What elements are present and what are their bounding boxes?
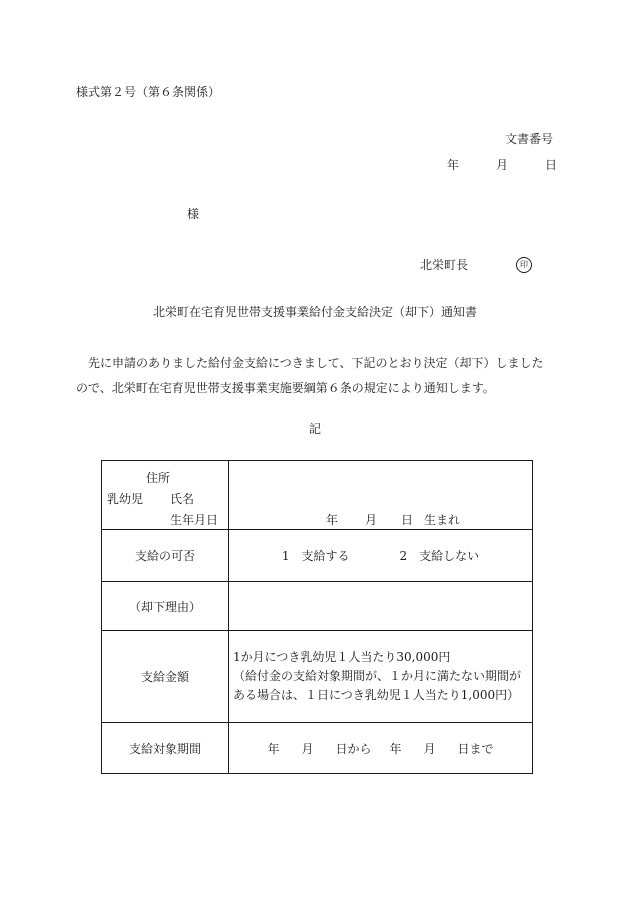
period-value xyxy=(229,723,533,774)
birth-year: 年 xyxy=(326,513,339,527)
document-title: 北栄町在宅育児世帯支援事業給付金支給決定（却下）通知書 xyxy=(152,305,477,319)
infant-label-cell xyxy=(102,461,229,530)
date-year: 年 xyxy=(447,158,460,172)
rejection-reason-label: （却下理由） xyxy=(102,582,229,631)
amount-line-1: 1か月につき乳幼児１人当たり30,000円 xyxy=(233,650,451,664)
approval-option-deny: 2 支給しない xyxy=(399,549,480,563)
infant-value-cell xyxy=(229,461,533,530)
notice-body-line-1: 先に申請のありました給付金支給につきまして、下記のとおり決定（却下）しました xyxy=(76,356,544,370)
approval-label: 支給の可否 xyxy=(102,530,229,582)
notice-body-line-2: ので、北栄町在宅育児世帯支援事業実施要綱第６条の規定により通知します。 xyxy=(76,381,495,395)
period-end-day: 日まで xyxy=(457,741,494,756)
infant-name-label: 氏名 xyxy=(170,492,195,506)
amount-line-2: （給付金の支給対象期間が、１か月に満たない期間が xyxy=(233,669,522,683)
addressee-suffix: 様 xyxy=(187,207,200,221)
notice-table xyxy=(101,460,533,774)
form-number: 様式第２号（第６条関係） xyxy=(76,85,221,99)
ki-heading: 記 xyxy=(308,422,321,436)
date-month: 月 xyxy=(496,158,509,172)
amount-value xyxy=(229,631,533,723)
period-start-month: 月 xyxy=(301,741,314,756)
period-row xyxy=(102,723,533,774)
amount-label: 支給金額 xyxy=(102,631,229,723)
rejection-reason-value xyxy=(229,582,533,631)
infant-birth-label: 生年月日 xyxy=(170,513,219,527)
issuer-name: 北栄町長 xyxy=(420,258,469,272)
period-start-day: 日から xyxy=(335,741,372,756)
amount-line-3: ある場合は、１日につき乳幼児１人当たり1,000円） xyxy=(233,688,520,702)
infant-row xyxy=(102,461,533,530)
approval-row xyxy=(102,530,533,582)
notice-body xyxy=(76,351,560,401)
document-number-label: 文書番号 xyxy=(505,132,554,146)
seal-mark: 印 xyxy=(516,257,532,273)
date-day: 日 xyxy=(545,158,558,172)
period-end-year: 年 xyxy=(389,741,402,756)
period-label: 支給対象期間 xyxy=(102,723,229,774)
birth-suffix: 生まれ xyxy=(424,513,461,527)
approval-options xyxy=(229,530,533,582)
infant-group-label: 乳幼児 xyxy=(107,492,144,506)
period-start-year: 年 xyxy=(267,741,280,756)
birth-month: 月 xyxy=(365,513,378,527)
rejection-row xyxy=(102,582,533,631)
amount-row xyxy=(102,631,533,723)
birth-day: 日 xyxy=(401,513,414,527)
period-end-month: 月 xyxy=(423,741,436,756)
infant-address-label: 住所 xyxy=(146,471,171,485)
approval-option-grant: 1 支給する xyxy=(281,549,350,563)
